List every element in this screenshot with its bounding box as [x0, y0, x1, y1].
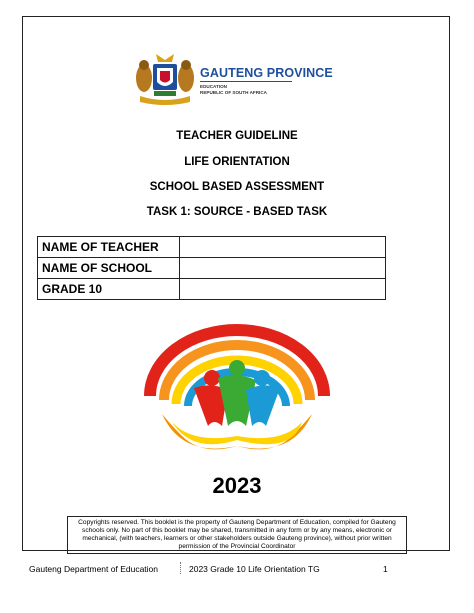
logo-title: GAUTENG PROVINCE [200, 66, 333, 80]
logo-dept: EDUCATION [200, 84, 227, 89]
coat-of-arms-logo [134, 52, 196, 108]
table-row [38, 237, 386, 258]
table-row [38, 279, 386, 300]
heading-subject: LIFE ORIENTATION [184, 156, 290, 168]
heading-teacher-guideline: TEACHER GUIDELINE [176, 130, 298, 142]
heading-task: TASK 1: SOURCE - BASED TASK [146, 206, 328, 218]
school-name-field[interactable] [180, 258, 386, 279]
logo-rule [200, 81, 292, 82]
footer-department: Gauteng Department of Education [29, 564, 158, 574]
footer-separator [180, 562, 182, 574]
info-table [37, 236, 386, 300]
table-row [38, 258, 386, 279]
grade-label: GRADE 10 [38, 279, 180, 300]
copyright-notice: Copyrights reserved. This booklet is the property of Gauteng Department of Education, compiled for Gauteng schools only. No part of this booklet may be shared, transmitted in any form or by any means, electronic or mechanical, (with teachers, learners or other stakeholders outside Gauteng province), without prior written permission of the Provincial Coordinator [67, 516, 407, 554]
footer-page-number: 1 [383, 564, 388, 574]
logo-country: REPUBLIC OF SOUTH AFRICA [200, 90, 267, 95]
footer-document-title: 2023 Grade 10 Life Orientation TG [189, 564, 320, 574]
logo-text [200, 66, 333, 96]
school-name-label: NAME OF SCHOOL [38, 258, 180, 279]
grade-field[interactable] [180, 279, 386, 300]
life-orientation-emblem [142, 318, 332, 468]
teacher-name-label: NAME OF TEACHER [38, 237, 180, 258]
teacher-name-field[interactable] [180, 237, 386, 258]
year-label: 2023 [212, 473, 262, 498]
heading-assessment: SCHOOL BASED ASSESSMENT [149, 181, 325, 193]
